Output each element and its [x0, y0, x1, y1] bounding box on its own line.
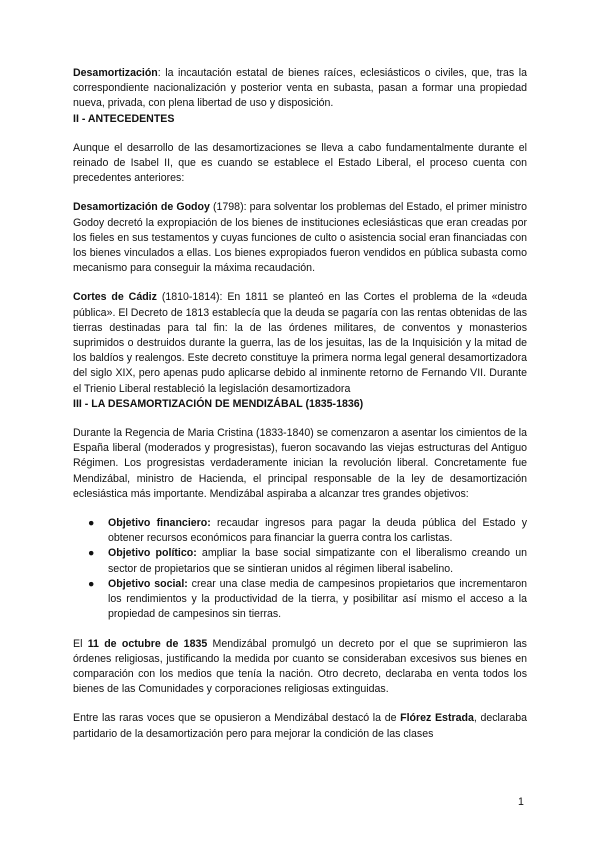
definition-term: Desamortización [73, 67, 158, 79]
objectives-list [73, 516, 527, 622]
florez-name: Flórez Estrada [400, 712, 474, 725]
decree-pre: El [73, 637, 88, 650]
objective-text: recaudar ingresos para pagar la deuda pública del Estado y obtener recursos económicos para financiar la guerra contra los carlistas. [108, 517, 527, 545]
cadiz-paragraph [73, 290, 527, 396]
godoy-term: Desamortización de Godoy [73, 201, 210, 214]
section-heading-mendizabal: III - LA DESAMORTIZACIÓN DE MENDIZÁBAL (1835-1836) [73, 397, 364, 410]
cadiz-text: (1810-1814): En 1811 se planteó en las Cortes el problema de la «deuda pública». El Decreto de 1813 establecía que la deuda se pagaría con las rentas obtenidas de las tierras destinadas para tal fin: la de las órdenes militares, de conventos y monasterios suprimidos o destruidos durante la guerra, las de los jesuitas, las de la Inquisición y la mitad de los baldíos y realengos. Este decreto constituye la primera norma legal general desamortizadora del siglo XIX, pero apenas pudo aplicarse debido al inminente retorno de Fernando VII. Durante el Trienio Liberal restableció la legislación desamortizadora [73, 291, 527, 395]
document-page [73, 66, 527, 742]
objective-text: crear una clase media de campesinos propietarios que incrementaron los rendimientos y la productividad de la tierra, y posibilitar así mismo el acceso a la propiedad de campesinos sin tierras. [108, 577, 527, 621]
objective-term: Objetivo político: [108, 547, 197, 560]
decree-date: 11 de octubre de 1835 [87, 637, 208, 650]
godoy-paragraph [73, 200, 527, 276]
decree-paragraph [73, 637, 527, 698]
bullet-icon: ● [88, 517, 95, 530]
bullet-icon: ● [88, 547, 95, 560]
godoy-text: (1798): para solventar los problemas del Estado, el primer ministro Godoy decretó la expropiación de los bienes de instituciones eclesiásticas que eran creadas por los fieles en sus testamentos y cuyas funciones de culto o asistencia social eran financiadas con los bienes vinculados a ellas. Los bienes expropiados fueron vendidos en pública subasta como mecanismo para conseguir la máxima recaudación. [73, 201, 527, 275]
list-item [73, 577, 527, 623]
mendizabal-intro-paragraph: Durante la Regencia de Maria Cristina (1833-1840) se comenzaron a asentar los cimientos de la España liberal (moderados y progresistas), fueron socavando las viejas estructuras del Antiguo Régimen. Los progresistas verdaderamente inician la revolución liberal. Concretamente fue Mendizábal, ministro de Hacienda, el principal responsable de la ley de desamortización eclesiástica más importante. Mendizábal aspiraba a alcanzar tres grandes objetivos: [73, 427, 527, 500]
definition-paragraph [73, 66, 527, 112]
page-number: 1 [518, 796, 524, 808]
objective-text: ampliar la base social simpatizante con el liberalismo creando un sector de propietarios que se sintieran unidos al régimen liberal isabelino. [108, 547, 528, 575]
objective-term: Objetivo social: [108, 577, 188, 590]
florez-pre: Entre las raras voces que se opusieron a Mendizábal destacó la de [73, 712, 401, 725]
section-heading-antecedentes: II - ANTECEDENTES [73, 112, 175, 125]
cadiz-term: Cortes de Cádiz [73, 291, 157, 304]
definition-text: : la incautación estatal de bienes raíces, eclesiásticos o civiles, que, tras la correspondiente nacionalización y posterior venta en subasta, pasan a formar una propiedad nueva, privada, con plena libertad de uso y disposición. [73, 67, 527, 110]
list-item [73, 546, 527, 576]
antecedentes-intro-paragraph: Aunque el desarrollo de las desamortizaciones se lleva a cabo fundamentalmente durante el reinado de Isabel II, que es cuando se establece el Estado Liberal, el proceso cuenta con precedentes anteriores: [73, 141, 527, 185]
objective-term: Objetivo financiero: [108, 517, 211, 530]
florez-text: , declaraba partidario de la desamortización pero para mejorar la condición de las clases [73, 712, 527, 740]
florez-paragraph [73, 711, 527, 741]
list-item [73, 516, 527, 546]
decree-text: Mendizábal promulgó un decreto por el que se suprimieron las órdenes religiosas, justificando la medida por cuanto se consideraban excesivos sus bienes en comparación con los medios que tenía la nación. Otro decreto, declaraba en venta todos los bienes de las Comunidades y corporaciones religiosas extinguidas. [73, 637, 527, 696]
bullet-icon: ● [88, 577, 95, 590]
